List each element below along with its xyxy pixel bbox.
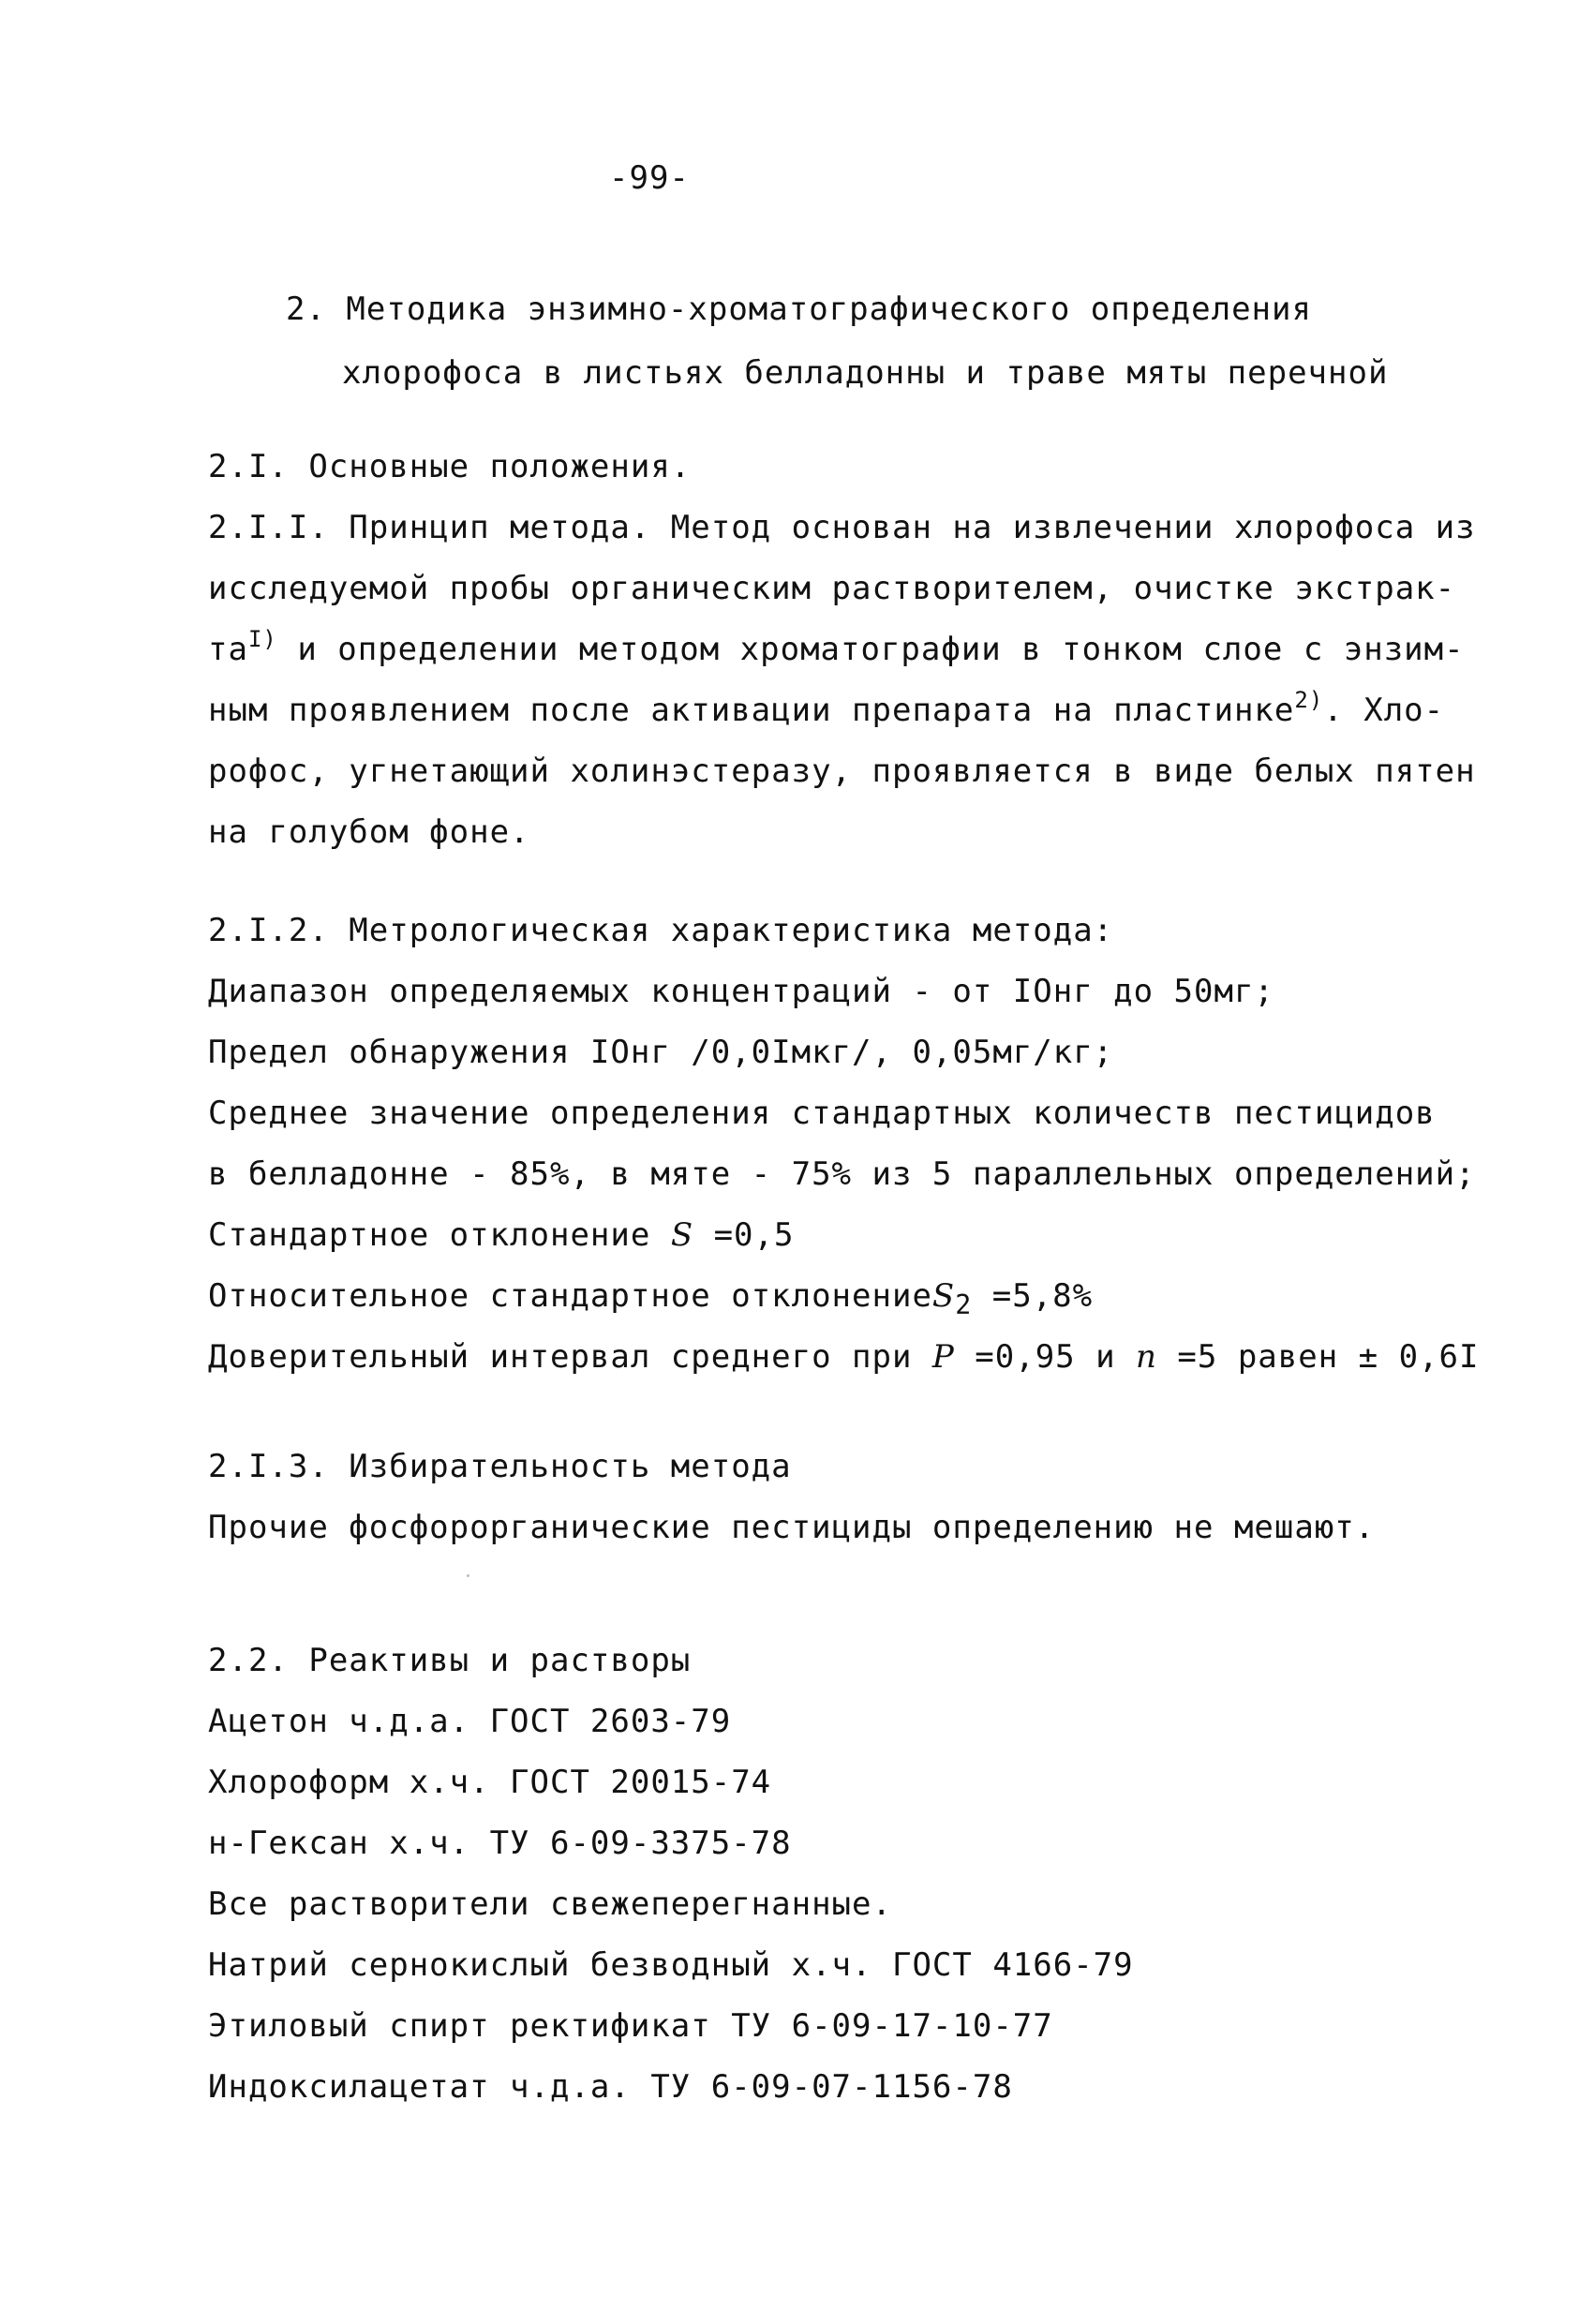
- rel-std-label: Относительное стандартное отклонение: [208, 1277, 932, 1315]
- reagent-item: Натрий сернокислый безводный х.ч. ГОСТ 4166-79: [208, 1946, 1134, 1984]
- principle-line-4: [208, 687, 1445, 729]
- page-number: -99-: [609, 159, 690, 197]
- selectivity-text: Прочие фосфорорганические пестициды определению не мешают.: [208, 1509, 1376, 1546]
- section-title-line-2: хлорофоса в листьях белладонны и траве мяты перечной: [342, 354, 1389, 392]
- reagent-item: Ацетон ч.д.а. ГОСТ 2603-79: [208, 1703, 732, 1740]
- heading-2-1-3: 2.I.3. Избирательность метода: [208, 1448, 792, 1485]
- principle-line-5: рофос, угнетающий холинэстеразу, проявляется в виде белых пятен: [208, 752, 1476, 790]
- conf-text-c: =5 равен ± 0,6I: [1156, 1338, 1480, 1376]
- conf-text-b: =0,95 и: [954, 1338, 1137, 1376]
- confidence-interval: [208, 1338, 1479, 1376]
- standard-deviation: [208, 1216, 794, 1254]
- scan-speck: [467, 1574, 469, 1577]
- relative-standard-deviation: [208, 1277, 1093, 1324]
- rel-std-value: =5,8%: [972, 1277, 1094, 1315]
- principle-line-6: на голубом фоне.: [208, 813, 530, 851]
- conf-text-a: Доверительный интервал среднего при: [208, 1338, 932, 1376]
- rel-std-symbol: S: [931, 1277, 956, 1315]
- std-value: =0,5: [693, 1216, 795, 1254]
- conf-p-symbol: P: [931, 1338, 955, 1376]
- footnote-ref-2: 2): [1294, 687, 1324, 713]
- reagent-item: Этиловый спирт ректификат ТУ 6-09-17-10-77: [208, 2007, 1053, 2045]
- detection-limit: Предел обнаружения IOнг /0,0Iмкг/, 0,05мг/кг;: [208, 1034, 1114, 1071]
- std-symbol: S: [670, 1216, 694, 1254]
- principle-line-4-start: ным проявлением после активации препарата на пластинке: [208, 692, 1295, 729]
- heading-2-1: 2.I. Основные положения.: [208, 448, 692, 485]
- principle-line-3-end: и определении методом хроматографии в тонком слое с энзим-: [276, 631, 1465, 668]
- mean-value-line-2: в белладонне - 85%, в мяте - 75% из 5 параллельных определений;: [208, 1155, 1476, 1193]
- rel-std-subscript: 2: [955, 1289, 973, 1320]
- reagent-item: н-Гексан х.ч. ТУ 6-09-3375-78: [208, 1825, 792, 1862]
- section-title-line-1: 2. Методика энзимно-хроматографического определения: [286, 290, 1312, 328]
- reagent-item: Индоксилацетат ч.д.а. ТУ 6-09-07-1156-78: [208, 2068, 1013, 2106]
- reagent-item: Все растворители свежеперегнанные.: [208, 1885, 892, 1923]
- reagent-item: Хлороформ х.ч. ГОСТ 20015-74: [208, 1764, 772, 1801]
- std-label: Стандартное отклонение: [208, 1216, 671, 1254]
- conf-n-symbol: n: [1136, 1338, 1157, 1376]
- principle-line-4-end: . Хло-: [1323, 692, 1445, 729]
- principle-line-1: 2.I.I. Принцип метода. Метод основан на извлечении хлорофоса из: [208, 509, 1476, 546]
- heading-2-1-2: 2.I.2. Метрологическая характеристика метода:: [208, 912, 1114, 949]
- principle-line-2: исследуемой пробы органическим растворителем, очистке экстрак-: [208, 570, 1456, 607]
- mean-value-line-1: Среднее значение определения стандартных количеств пестицидов: [208, 1095, 1436, 1132]
- concentration-range: Диапазон определяемых концентраций - от IOнг до 50мг;: [208, 973, 1274, 1010]
- principle-line-3: [208, 626, 1465, 668]
- footnote-ref-1: I): [247, 626, 277, 652]
- heading-2-2: 2.2. Реактивы и растворы: [208, 1642, 692, 1679]
- principle-line-3-start: та: [208, 631, 248, 668]
